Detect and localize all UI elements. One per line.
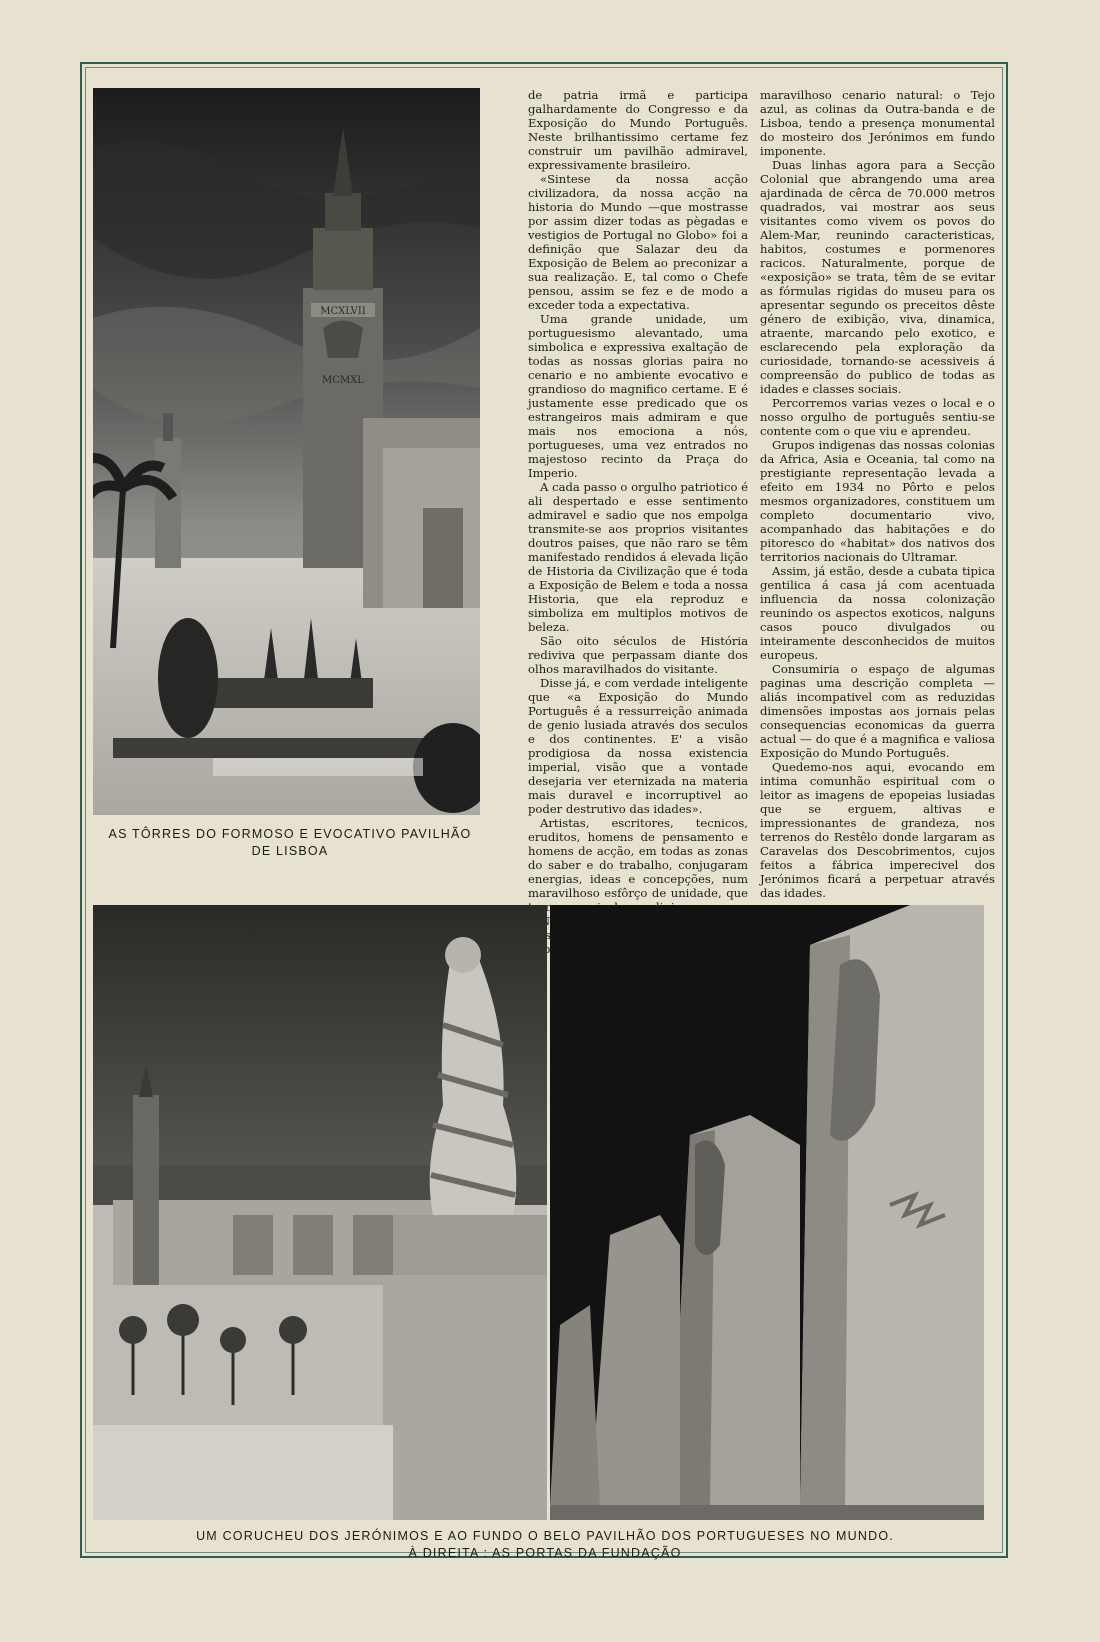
caption-jeronimos-and-portas [100, 1528, 990, 1562]
paragraph: Quedemo-nos aqui, evocando em intima comunhão espiritual com o leitor as imagens de epopeias lusiadas que se erguem, altivas e impressionantes de grandeza, nos terrenos do Restêlo donde largaram as Caravelas dos Descobrimentos, cujos feitos a fábrica imperecivel dos Jerónimos ficará a perpetuar através das idades. [760, 760, 995, 900]
paragraph: Assim, já estão, desde a cubata tipica gentilica á casa já com acentuada influencia da nossa colonização reunindo os aspectos exoticos, nalguns casos pouco divulgados ou inteiramente desconhecidos de muitos europeus. [760, 564, 995, 662]
photo-lisbon-pavilion-towers [93, 88, 480, 815]
photo-portas-da-fundacao [550, 905, 984, 1520]
paragraph: Consumiria o espaço de algumas paginas uma descrição completa — aliás incompativel com as reduzidas dimensões impostas aos jornais pelas consequencias economicas da guerra actual — do que é a magnifica e valiosa Exposição do Mundo Português. [760, 662, 995, 760]
paragraph: Artistas, escritores, tecnicos, eruditos, homens de pensamento e homens de acção, em todas as zonas do saber e do trabalho, conjugaram energias, ideas e concepções, num maravilhoso esfôrço de unidade, que tornou [528, 816, 748, 914]
paragraph: A cada passo o orgulho patriotico é ali despertado e esse sentimento admiravel e sadio que nos empolga transmite-se aos proprios visitantes doutros paises, que não raro se têm manifestado rendidos á elevada lição de Historia da Civilização que é toda a Exposição de Belem e toda a nossa Historia, que ela reproduz e simboliza em multiplos motivos de beleza. [528, 480, 748, 634]
caption-line-2: À DIREITA : AS PORTAS DA FUNDAÇÃO [408, 1546, 682, 1560]
paragraph: «Sintese da nossa acção civilizadora, da nossa acção na historia do Mundo —que mostrasse por assim dizer todas as pègadas e vestigios de Portugal no Globo» foi a definição que Salazar deu da Exposição de Belem ao preconizar a sua realização. E, tal como o Chefe pensou, assim se fez e de modo a exceder toda a expectativa. [528, 172, 748, 312]
photo-jeronimos-spire [93, 905, 547, 1520]
paragraph: maravilhoso cenario natural: o Tejo azul, as colinas da Outra-banda e de Lisboa, tendo a presença monumental do mosteiro dos Jerónimos em fundo imponente. [760, 88, 995, 158]
text-column-right [760, 88, 995, 900]
tower-inscription-lower: MCMXL [322, 375, 364, 386]
paragraph: Disse já, e com verdade inteligente que «a Exposição do Mundo Português é a ressurreição animada de genio lusiada através dos seculos e dos continentes. E' a visão prodigiosa da nossa existencia imperial, visão que a vontade desejaria ver eternizada na materia mais duravel e incorruptivel ao poder destrutivo das idades». [528, 676, 748, 816]
tower-inscription-upper: MCXLVII [320, 306, 366, 317]
caption-lisbon-pavilion: AS TÔRRES DO FORMOSO E EVOCATIVO PAVILHÃO DE LISBOA [108, 827, 472, 858]
paragraph: Percorremos varias vezes o local e o nosso orgulho de português sentiu-se contente com o que viu e aprendeu. [760, 396, 995, 438]
text-column-middle [528, 88, 748, 956]
paragraph: de patria irmã e participa galhardamente do Congresso e da Exposição do Mundo Português. Neste brilhantissimo certame fez construir um pavilhão admiravel, expressivamente brasileiro. [528, 88, 748, 172]
paragraph: Duas linhas agora para a Secção Colonial que abrangendo uma area ajardinada de cêrca de 70.000 metros quadrados, vai mostrar aos seus visitantes como vivem os povos do Alem-Mar, reunindo caracteristicas, habitos, costumes e pormenores racicos. Naturalmente, porque de «exposição» se trata, têm de se evitar as fórmulas rigidas do museu para os apresentar segundo os preceitos dêste género de exibição, viva, dinamica, atraente, marcando pelo exotico, e esclarecendo pela exploração da curiosidade, tornando-se acessiveis á compreensão do publico de todas as idades e classes sociais. [760, 158, 995, 396]
paragraph: Uma grande unidade, um portuguesismo alevantado, uma simbolica e expressiva exaltação de todas as nossas glorias paira no cenario e no ambiente evocativo e grandioso do magnifico certame. E é justamente esse predicado que os estrangeiros mais admiram e que mais nos emociona a nós, portugueses, uma vez entrados no majestoso recinto da Praça do Imperio. [528, 312, 748, 480]
caption-line-1: UM CORUCHEU DOS JERÓNIMOS E AO FUNDO O BELO PAVILHÃO DOS PORTUGUESES NO MUNDO. [196, 1529, 894, 1543]
paragraph: Grupos indigenas das nossas colonias da Africa, Asia e Oceania, tal como na prestigiante representação levada a efeito em 1934 no Pôrto e pelos mesmos organizadores, constituem um completo documentario vivo, acompanhado das habitações e do pitoresco do «habitat» dos nativos dos territorios nacionais do Ultramar. [760, 438, 995, 564]
paragraph: São oito séculos de História rediviva que perpassam diante dos olhos maravilhados do visitante. [528, 634, 748, 676]
